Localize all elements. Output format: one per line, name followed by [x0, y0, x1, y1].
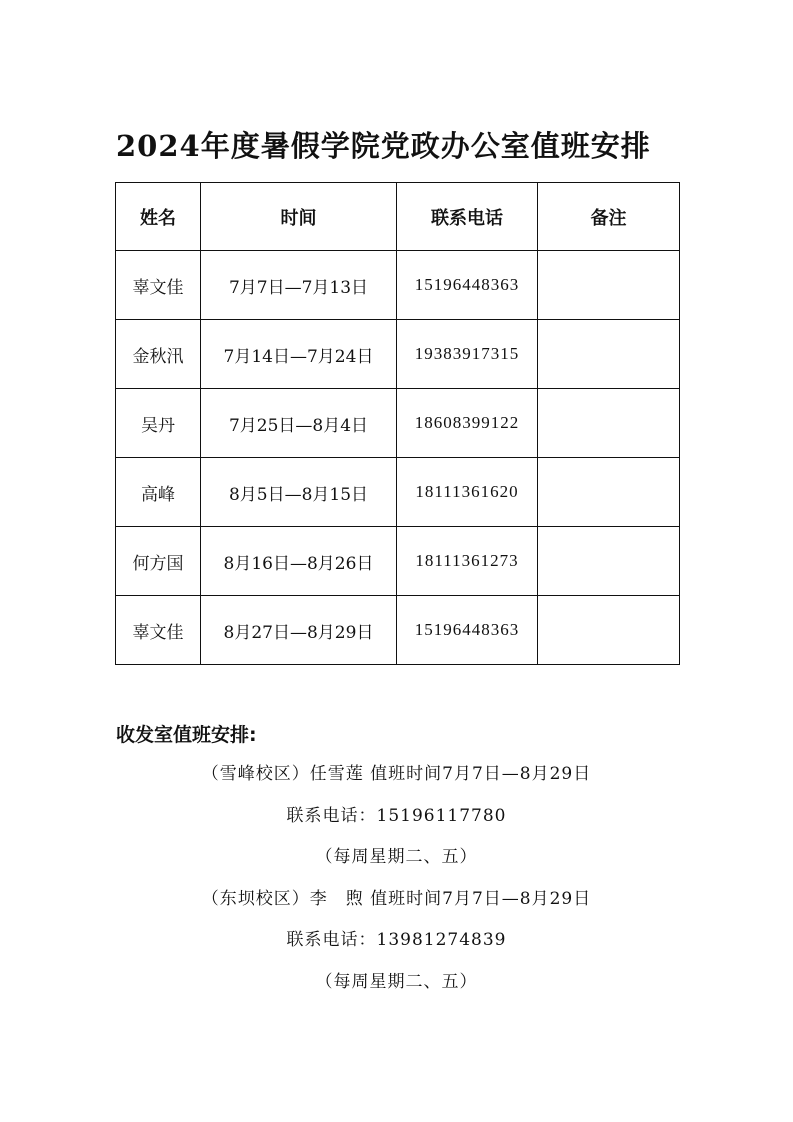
cell-note [538, 458, 680, 527]
mailroom-schedule [100, 760, 693, 1009]
cell-name: 辜文佳 [116, 251, 201, 320]
mailroom-dongba-duty: （东坝校区）李 煦 值班时间7月7日—8月29日 [201, 888, 592, 909]
cell-note [538, 320, 680, 389]
cell-time: 7月7日—7月13日 [201, 251, 397, 320]
mailroom-heading: 收发室值班安排: [116, 724, 257, 746]
cell-note [538, 596, 680, 665]
cell-name: 金秋汛 [116, 320, 201, 389]
cell-phone: 19383917315 [397, 320, 538, 389]
table-row [116, 320, 680, 389]
cell-time: 7月14日—7月24日 [201, 320, 397, 389]
mailroom-xuefeng-duty: （雪峰校区）任雪莲 值班时间7月7日—8月29日 [201, 764, 592, 784]
mailroom-xuefeng-phone: 联系电话：15196117780 [286, 805, 507, 826]
cell-phone: 18608399122 [397, 389, 538, 458]
cell-time: 7月25日—8月4日 [201, 389, 397, 458]
table-row [116, 596, 680, 665]
header-time: 时间 [201, 183, 397, 251]
header-note: 备注 [538, 183, 680, 251]
mailroom-dongba-days: （每周星期二、五） [315, 971, 478, 992]
page-title: 2024年度暑假学院党政办公室值班安排 [116, 129, 651, 163]
table-row [116, 389, 680, 458]
cell-phone: 15196448363 [397, 596, 538, 665]
cell-note [538, 527, 680, 596]
cell-phone: 18111361273 [397, 527, 538, 596]
cell-phone: 15196448363 [397, 251, 538, 320]
cell-time: 8月5日—8月15日 [201, 458, 397, 527]
cell-name: 高峰 [116, 458, 201, 527]
table-header-row [116, 183, 680, 251]
duty-schedule-table [115, 182, 680, 665]
header-phone: 联系电话 [397, 183, 538, 251]
cell-time: 8月16日—8月26日 [201, 527, 397, 596]
cell-name: 辜文佳 [116, 596, 201, 665]
cell-name: 吴丹 [116, 389, 201, 458]
cell-name: 何方国 [116, 527, 201, 596]
mailroom-dongba-phone: 联系电话：13981274839 [286, 930, 507, 950]
cell-note [538, 389, 680, 458]
table-row [116, 458, 680, 527]
cell-note [538, 251, 680, 320]
cell-phone: 18111361620 [397, 458, 538, 527]
table-row [116, 527, 680, 596]
mailroom-xuefeng-days: （每周星期二、五） [315, 847, 478, 867]
table-row [116, 251, 680, 320]
header-name: 姓名 [116, 183, 201, 251]
cell-time: 8月27日—8月29日 [201, 596, 397, 665]
